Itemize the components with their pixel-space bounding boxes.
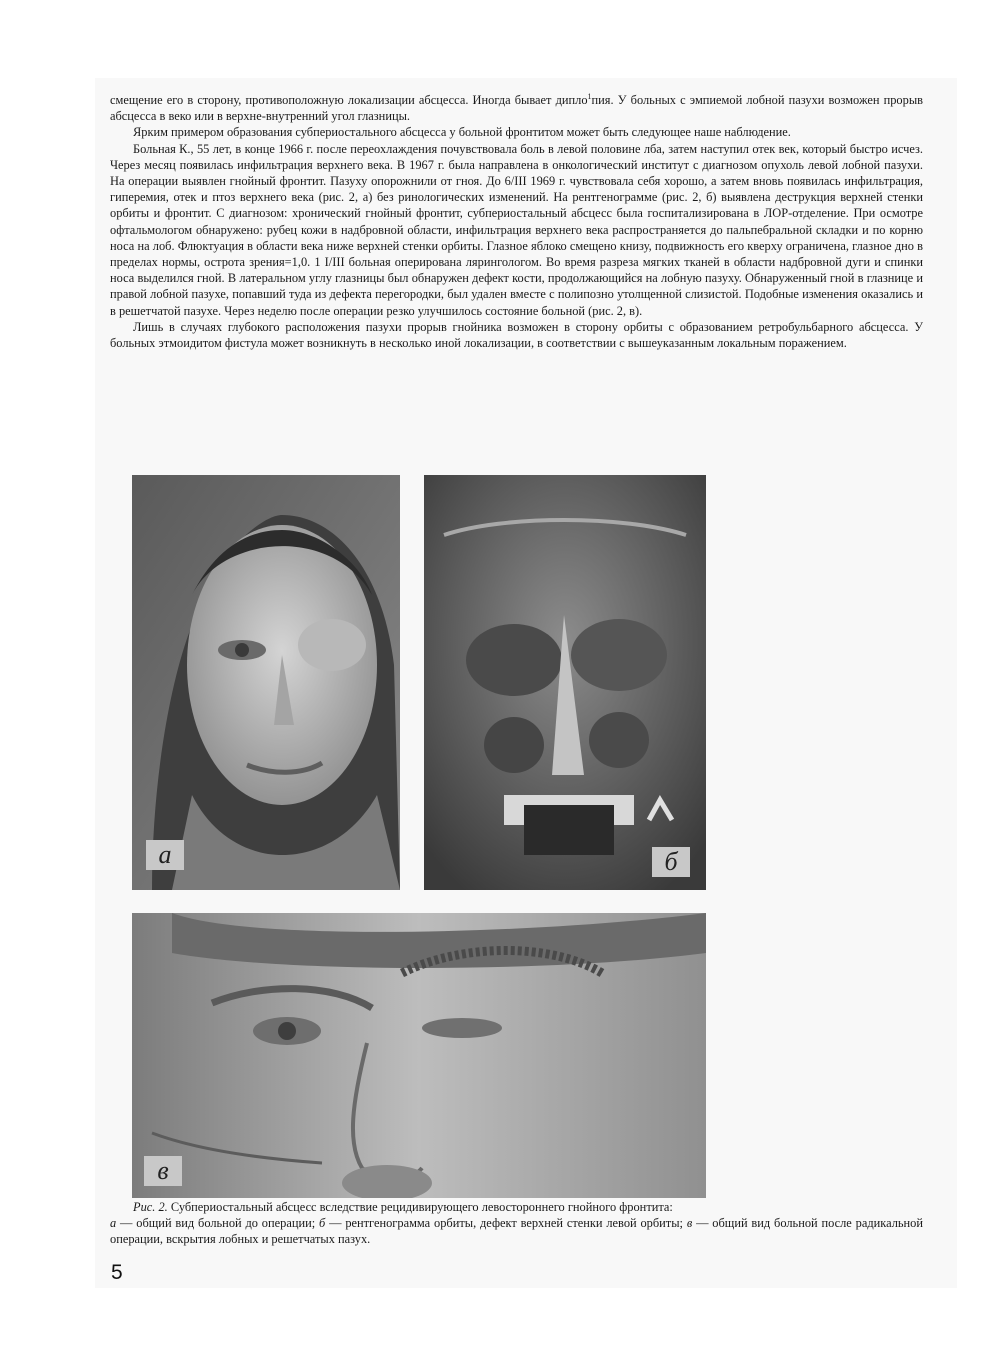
paragraph [110,92,923,124]
caption-items [110,1215,923,1247]
figure-panel-a-photo [132,475,400,890]
figure-panel-b-xray [424,475,706,890]
body-text [110,92,923,351]
paragraph-text: пия. У больных с эмпиемой лобной пазухи возможен прорыв абсцесса в веко или в верхне-внутренний угол глазницы. [110,93,923,124]
panel-label-c: в [144,1156,182,1186]
page-number: 5 [111,1261,123,1284]
figure-caption [110,1199,923,1248]
figure-panel-c-photo [132,913,706,1198]
caption-item-letter: а [110,1216,117,1231]
caption-title: Субпериостальный абсцесс вследствие рецидивирующего левостороннего гнойного фронтита: [170,1200,673,1214]
panel-label-a: а [146,840,184,870]
caption-item-text: — общий вид больной до операции; [120,1216,316,1231]
caption-item-letter: в [686,1216,693,1231]
paragraph: Лишь в случаях глубокого расположения пазухи прорыв гнойника возможен в сторону орбиты с образованием ретробульбарного абсцесса. У больных этмоидитом фистула может возникнуть в несколько иной локализации, в соответствии с вышеуказанным локальным поражением. [110,319,923,351]
caption-item-text: — рентгенограмма орбиты, дефект верхней стенки левой орбиты; [329,1216,683,1231]
panel-label-b: б [652,847,690,877]
caption-prefix: Рис. 2. [133,1200,168,1214]
footnote-marker: 1 [587,91,592,101]
caption-title-line [110,1199,923,1215]
paragraph: Ярким примером образования субпериостального абсцесса у больной фронтитом может быть следующее наше наблюдение. [133,125,791,140]
caption-item-letter: б [319,1216,326,1231]
paragraph-text: смещение его в сторону, противоположную локализации абсцесса. Иногда бывает дипло [110,93,588,107]
caption-item-text: — общий вид больной после радикальной операции, вскрытия лобных и решетчатых пазух. [110,1216,924,1247]
paragraph: Больная К., 55 лет, в конце 1966 г. после переохлаждения почувствовала боль в левой половине лба, затем наступил отек век, который быстро исчез. Через месяц появилась инфильтрация верхнего века. В 1967 г. была направлена в онкологический институт с диагнозом опухоль левой лобной пазухи. На операции выявлен гнойный фронтит. Пазуху опорожнили от гноя. До 6/III 1969 г. чувствовала себя хорошо, а затем вновь появилась инфильтрация, гиперемия, отек и птоз верхнего века (рис. 2, а) без ринологических изменений. На рентгенограмме (рис. 2, б) выявлена деструкция верхней стенки орбиты и фронтит. С диагнозом: хронический гнойный фронтит, субпериостальный абсцесс была госпитализирована в ЛОР-отделение. При осмотре офтальмологом обнаружено: рубец кожи в надбровной области, инфильтрация верхнего века распространяется до пальпебральной складки и по корню носа на лоб. Флюктуация в области века ниже верхней стенки орбиты. Глазное яблоко смещено книзу, подвижность его кверху ограничена, глазное дно в пределах нормы, острота зрения=1,0. 1 I/III больная оперирована лярингологом. Во время разреза мягких тканей в области надбровной дуги и спинки носа выделился гной. В латеральном углу глазницы был обнаружен дефект кости, продолжающийся на лобную пазуху. Обнаруженный гной в глазнице и правой лобной пазухе, попавший туда из дефекта перегородки, был удален вместе с полипозно утолщенной слизистой. Подобные изменения оказались и в решетчатой пазухе. Через неделю после операции резко улучшилось состояние больной (рис. 2, в). [110,141,923,318]
